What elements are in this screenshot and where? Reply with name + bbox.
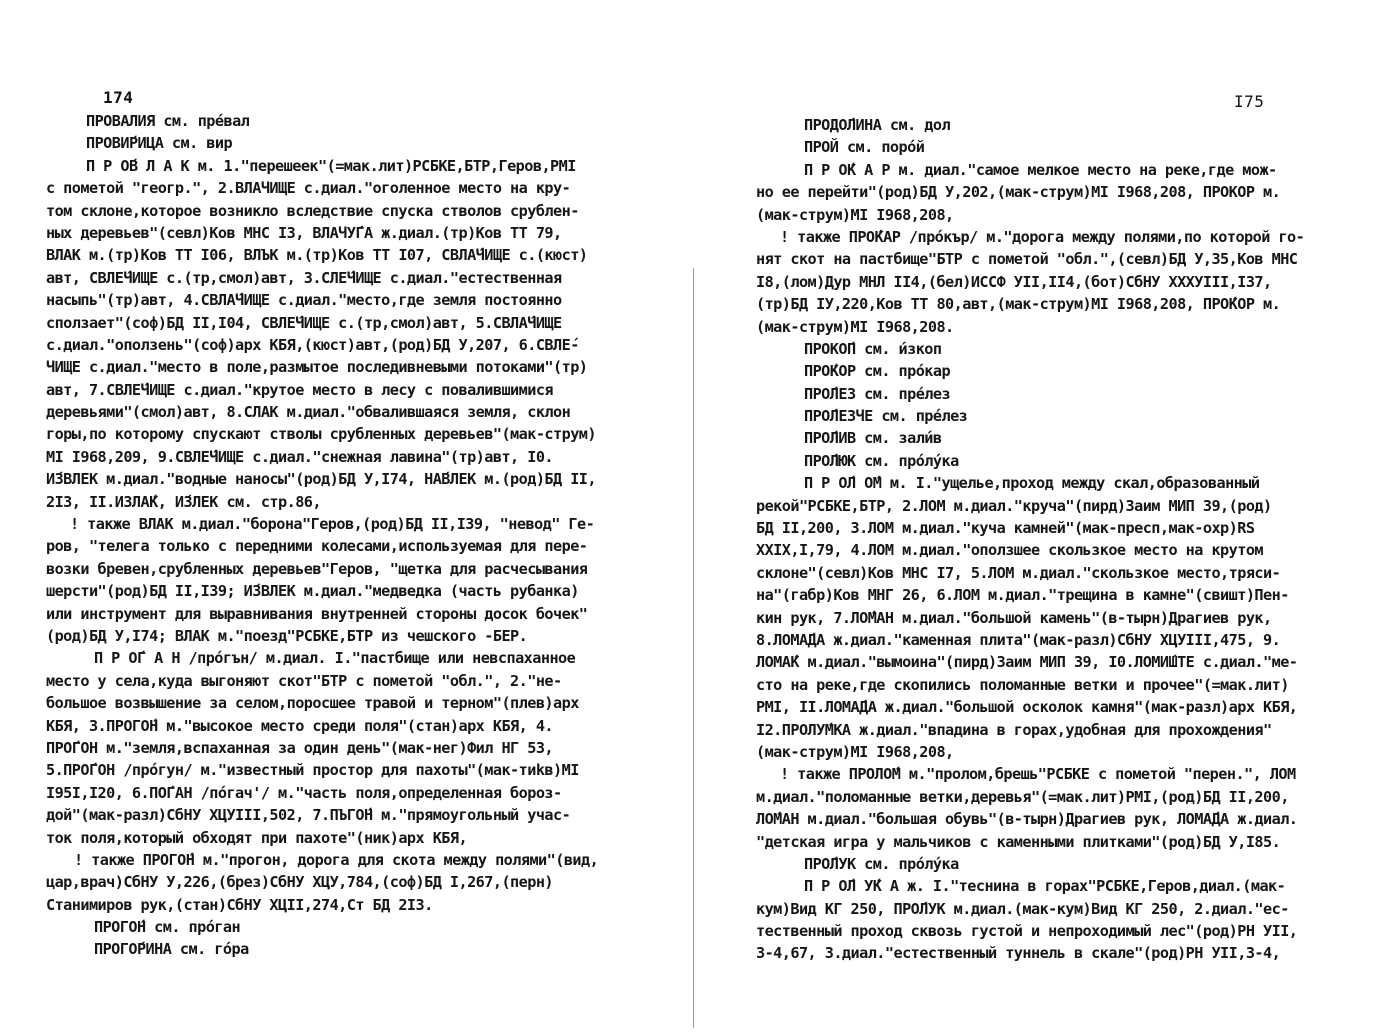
text-line: но ее перейти"(род)БД У,202,(мак-струм)МI I968,208, ПРОКОР м. xyxy=(756,183,1281,202)
text-line: ПРОГО́Н см. про́ган xyxy=(94,918,241,937)
text-line: (мак-струм)МI I968,208. xyxy=(756,317,954,336)
dictionary-text xyxy=(46,110,634,961)
text-line: на"(габр)Ков МНГ 26, 6.ЛОМ м.диал."трещина в камне"(свишт)Пен- xyxy=(756,586,1289,605)
text-line: авт, 7.СВЛЕ́ЧИЩЕ с.диал."крутое место в лесу с повалившимися xyxy=(46,380,554,399)
text-line: ПРО́ЛЕЗ см. пре́лез xyxy=(804,384,951,403)
text-line: (тр)БД IУ,220,Ков ТТ 80,авт,(мак-струм)МI I968,208, ПРО́КОР м. xyxy=(756,295,1281,314)
text-line: тественный проход сквозь густой и непроходимый лес"(род)РН УII, xyxy=(756,922,1298,941)
text-line: м.диал."поломанные ветки,деревья"(=мак.лит)РМI,(род)БД II,200, xyxy=(756,787,1289,806)
text-line: ! также ПРОГО́Н м."прогон, дорога для скота между полями"(вид, xyxy=(74,850,599,869)
text-line: РМI, II.ЛОМА́ДА ж.диал."большой осколок камня"(мак-разл)арх КБЯ, xyxy=(756,698,1298,717)
page-number: I75 xyxy=(1234,92,1265,111)
text-line: том склоне,которое возникло вследствие спуска стволов срублен- xyxy=(46,201,579,220)
text-line: П Р О́В Л А К м. 1."перешеек"(=мак.лит)РСБКЕ,БТР,Геров,РМI xyxy=(86,156,576,175)
text-line: ров, "телега только с передними колесами,используемая для пере- xyxy=(46,537,588,556)
text-line: ПРО́ЛЕЗЧЕ см. пре́лез xyxy=(804,407,968,426)
text-line: ток поля,который обходят при пахоте"(ник)арх КБЯ, xyxy=(46,828,468,847)
text-line: ПРО́ЛИВ см. зали́в xyxy=(804,429,942,448)
text-line: шерсти"(род)БД II,I39; И́ЗВЛЕК м.диал."медведка (часть рубанка) xyxy=(46,582,579,601)
text-line: ! также ВЛАК м.диал."борона"Геров,(род)БД II,I39, "невод" Ге- xyxy=(70,515,595,534)
text-line: Станимиров рук,(стан)СбНУ ХЦII,274,Ст БД 2I3. xyxy=(46,895,433,914)
text-line: 2I3, II.ИЗЛА́К, И́ЗЛЕК см. стр.86, xyxy=(46,492,321,511)
text-line: насыпь"(тр)авт, 4.СВЛА́ЧИЩЕ с.диал."место,где земля постоянно xyxy=(46,291,562,310)
text-line: "детская игра у мальчиков с каменными плитками"(род)БД У,I85. xyxy=(756,832,1281,851)
text-line: П Р О́Л У́К А ж. I."теснина в горах"РСБКЕ,Геров,диал.(мак- xyxy=(804,877,1286,896)
text-line: рекой"РСБКЕ,БТР, 2.ЛОМ м.диал."круча"(пирд)Заим МИП 39,(род) xyxy=(756,496,1272,515)
text-line: большое возвышение за селом,поросшее травой и терном"(плев)арх xyxy=(46,694,579,713)
text-line: I2.ПРОЛУ́МКА ж.диал."впадина в горах,удобная для прохождения" xyxy=(756,720,1272,739)
text-line: ВЛАК м.(тр)Ков ТТ I06, ВЛЪК м.(тр)Ков ТТ I07, СВЛА́ЧИЩЕ с.(кюст) xyxy=(46,246,588,265)
text-line: 5.ПРО́ГОН /про́гун/ м."известный простор для пахоты"(мак-тиkв)МI xyxy=(46,761,579,780)
page-number: 174 xyxy=(103,88,134,107)
text-line: нят скот на пастбище"БТР с пометой "обл.",(севл)БД У,35,Ков МНС xyxy=(756,250,1298,269)
text-line: ЛО́МАН м.диал."большая обувь"(в-тырн)Драгиев рук, ЛОМА́ДА ж.диал. xyxy=(756,810,1298,829)
text-line: И́ЗВЛЕК м.диал."водные наносы"(род)БД У,I74, НА́ВЛЕК м.(род)БД II, xyxy=(46,470,596,489)
text-line: КБЯ, 3.ПРОГО́Н м."высокое место среди поля"(стан)арх КБЯ, 4. xyxy=(46,716,554,735)
text-line: ! также ПРО́КАР /про́кър/ м."дорога между полями,по которой го- xyxy=(780,227,1305,246)
text-line: кин рук, 7.ЛО́МАН м.диал."большой камень"(в-тырн)Драгиев рук, xyxy=(756,608,1272,627)
text-line: П Р О́Г А Н /про́гън/ м.диал. I."пастбище или невспаханное xyxy=(94,649,576,668)
text-line: с.диал."оползень"(соф)арх КБЯ,(кюст)авт,(род)БД У,207, 6.СВЛЕ́- xyxy=(46,335,579,354)
text-line: ПРОДО́ЛИНА см. дол xyxy=(804,116,951,134)
text-line: ных деревьев"(севл)Ков МНС I3, ВЛАЧУ́ГА ж.диал.(тр)Ков ТТ 79, xyxy=(46,223,562,242)
text-line: сто на реке,где скопились поломанные ветки и прочее"(=мак.лит) xyxy=(756,675,1289,694)
text-line: с пометой "геогр.", 2.ВЛАЧИЩЕ с.диал."оголенное место на кру- xyxy=(46,179,571,198)
text-line: МI I968,209, 9.СВЛЕ́ЧИЩЕ с.диал."снежная лавина"(тр)авт, I0. xyxy=(46,447,554,466)
text-line: деревьями"(смол)авт, 8.СЛАК м.диал."обвалившаяся земля, склон xyxy=(46,403,571,422)
text-line: ЛОМА́К м.диал."вымоина"(пирд)Заим МИП 39, I0.ЛОМИ́ШТЕ с.диал."ме- xyxy=(756,653,1298,672)
text-line: 8.ЛОМА́ДА ж.диал."каменная плита"(мак-разл)СбНУ ХЦУIII,475, 9. xyxy=(756,630,1281,649)
text-line: ПРО́ГОН м."земля,вспаханная за один день"(мак-нег)Фил НГ 53, xyxy=(46,738,554,757)
text-line: ПРОВАЛИЯ см. прéвал xyxy=(86,112,250,130)
text-line: кум)Вид КГ 250, ПРО́ЛУК м.диал.(мак-кум)Вид КГ 250, 2.диал."ес- xyxy=(756,899,1289,918)
text-line: ПРО́КОР см. про́кар xyxy=(804,362,951,381)
text-line: ХХIХ,I,79, 4.ЛОМ м.диал."оползшее скользкое место на крутом xyxy=(756,541,1264,560)
text-line: БД II,200, 3.ЛОМ м.диал."куча камней"(мак-пресп,мак-охр)RS xyxy=(756,519,1255,538)
text-line: авт, СВЛЕ́ЧИЩЕ с.(тр,смол)авт, 3.СЛЕ́ЧИЩЕ с.диал."естественная xyxy=(46,268,562,287)
text-line: склоне"(севл)Ков МНС I7, 5.ЛОМ м.диал."скользкое место,тряси- xyxy=(756,563,1281,582)
text-line: или инструмент для выравнивания внутренней стороны досок бочек" xyxy=(46,604,588,623)
text-line: ПРО́ЛУК см. про́лу́ка xyxy=(804,854,959,873)
text-line: I95I,I20, 6.ПО́ГАН /по́гач'/ м."часть поля,определенная бороз- xyxy=(46,783,562,802)
text-line: место у села,куда выгоняют скот"БТР с пометой "обл.", 2."не- xyxy=(46,671,562,690)
text-line: (род)БД У,I74; ВЛАК м."поезд"РСБКЕ,БТР из чешского -БЕР. xyxy=(46,626,528,645)
text-line: ПРО́ЛЮК см. про́лу́ка xyxy=(804,451,959,470)
text-line: горы,по которому спускают стволы срубленных деревьев"(мак-струм) xyxy=(46,425,596,444)
text-line: ЧИЩЕ с.диал."место в поле,размытое последивневыми потоками"(тр) xyxy=(46,358,588,377)
dictionary-text xyxy=(756,114,1336,965)
text-line: ! также ПРОЛО́М м."пролом,брешь"РСБКЕ с пометой "перен.", ЛОМ xyxy=(780,765,1296,784)
text-line: дой"(мак-разл)СбНУ ХЦУIII,502, 7.ПЪГО́Н м."прямоугольный учас- xyxy=(46,806,571,825)
text-line: (мак-струм)МI I968,208, xyxy=(756,742,954,761)
page-gutter-divider xyxy=(693,268,694,1028)
text-line: сползает"(соф)БД II,I04, СВЛЕ́ЧИЩЕ с.(тр,смол)авт, 5.СВЛА́ЧИЩЕ xyxy=(46,313,562,332)
text-line: П Р О́К А Р м. диал."самое мелкое место на реке,где мож- xyxy=(804,160,1277,179)
text-line: ПРОВИ́РИЦА см. вир xyxy=(86,134,233,153)
text-line: ПРОКО́П см. и́зкоп xyxy=(804,339,942,358)
text-line: ПРОГО́РИНА см. го́ра xyxy=(94,940,249,959)
text-line: возки бревен,срубленных деревьев"Геров, "щетка для расчесывания xyxy=(46,559,588,578)
text-line: цар,врач)СбНУ У,226,(брез)СбНУ ХЦУ,784,(соф)БД I,267,(перн) xyxy=(46,873,554,892)
text-line: I8,(лом)Дур МНЛ II4,(бел)ИССФ УII,II4,(бот)СбНУ ХХХУIII,I37, xyxy=(756,272,1272,291)
text-line: (мак-струм)МI I968,208, xyxy=(756,205,954,224)
text-line: 3-4,67, 3.диал."естественный туннель в скале"(род)РН УII,3-4, xyxy=(756,944,1281,963)
text-line: П Р О́Л О́М м. I."ущелье,проход между скал,образованный xyxy=(804,474,1260,493)
text-line: ПРОЙ см. поро́й xyxy=(804,138,925,157)
